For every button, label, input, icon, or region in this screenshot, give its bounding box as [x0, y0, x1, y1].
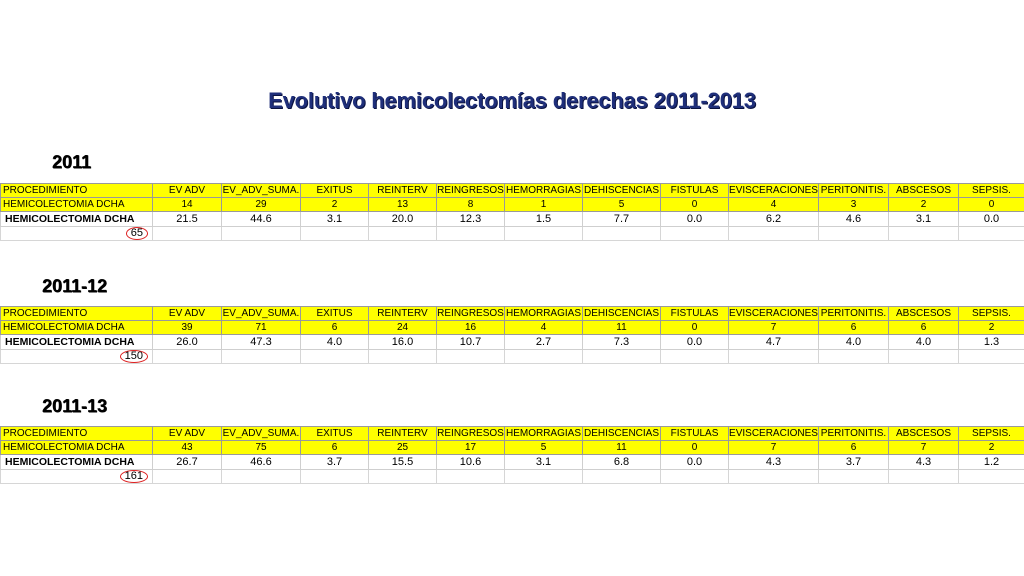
percent-row — [1, 212, 1024, 227]
header-row-cell: EV ADV — [153, 307, 222, 321]
count-row-cell: 3 — [819, 198, 889, 212]
percent-row-cell: 4.6 — [819, 212, 889, 227]
header-row-cell: EXITUS — [301, 427, 369, 441]
percent-row-cell: 44.6 — [222, 212, 301, 227]
count-row-cell: 16 — [437, 321, 505, 335]
empty-cell — [889, 470, 959, 484]
header-row — [1, 184, 1024, 198]
count-row-cell: 2 — [959, 441, 1024, 455]
percent-row-cell: 26.0 — [153, 335, 222, 350]
empty-cell — [222, 227, 301, 241]
empty-cell — [437, 350, 505, 364]
count-row-cell: 13 — [369, 198, 437, 212]
total-count-circled: 65 — [126, 227, 148, 240]
header-row-cell: REINGRESOS — [437, 308, 504, 319]
year-label-2011: 2011 — [52, 152, 92, 172]
count-row-cell: 0 — [661, 198, 729, 212]
empty-cell — [661, 470, 729, 484]
percent-row-cell: 1.2 — [959, 455, 1024, 470]
percent-row-cell: 6.8 — [583, 455, 661, 470]
header-row-cell: FISTULAS — [661, 427, 729, 441]
percent-row-cell: HEMICOLECTOMIA DCHA — [1, 335, 153, 350]
year-label-2011-13: 2011-13 — [42, 396, 108, 416]
count-row-cell: 11 — [583, 321, 661, 335]
header-row-cell: EVISCERACIONES — [729, 428, 818, 439]
header-row-cell: REINGRESOS — [437, 185, 504, 196]
total-cell — [1, 470, 153, 484]
empty-cell — [369, 350, 437, 364]
total-row — [1, 227, 1024, 241]
percent-row-cell: 6.2 — [729, 212, 819, 227]
empty-cell — [301, 227, 369, 241]
count-row-cell: 2 — [889, 198, 959, 212]
empty-cell — [583, 350, 661, 364]
header-row-cell: REINTERV — [369, 307, 437, 321]
year-label-2011-12: 2011-12 — [42, 276, 108, 296]
count-row-cell: 5 — [583, 198, 661, 212]
empty-cell — [505, 470, 583, 484]
total-cell — [1, 350, 153, 364]
empty-cell — [153, 350, 222, 364]
header-row-cell: EVISCERACIONES — [729, 185, 818, 196]
header-row-cell: PROCEDIMIENTO — [1, 184, 153, 198]
count-row-cell: 0 — [661, 321, 729, 335]
empty-cell — [583, 227, 661, 241]
count-row-cell: 43 — [153, 441, 222, 455]
empty-cell — [437, 227, 505, 241]
count-row-cell: 6 — [301, 321, 369, 335]
count-row-cell: 4 — [505, 321, 583, 335]
percent-row-cell: 3.7 — [301, 455, 369, 470]
header-row-cell: ABSCESOS — [889, 307, 959, 321]
empty-cell — [583, 470, 661, 484]
percent-row-cell: HEMICOLECTOMIA DCHA — [1, 455, 153, 470]
count-row-cell: 7 — [729, 321, 819, 335]
header-row-cell: HEMORRAGIAS — [505, 428, 581, 439]
empty-cell — [889, 350, 959, 364]
total-count-circled: 150 — [120, 350, 148, 363]
header-row-cell: EV_ADV_SUMA. — [222, 185, 300, 196]
header-row-cell: EV ADV — [153, 184, 222, 198]
percent-row-cell: 4.3 — [889, 455, 959, 470]
count-row-cell: 17 — [437, 441, 505, 455]
percent-row-cell: 16.0 — [369, 335, 437, 350]
percent-row-cell: HEMICOLECTOMIA DCHA — [1, 212, 153, 227]
header-row-cell: PERITONITIS. — [819, 307, 889, 321]
percent-row-cell: 0.0 — [959, 212, 1024, 227]
percent-row-cell: 3.1 — [505, 455, 583, 470]
header-row — [1, 427, 1024, 441]
empty-cell — [661, 350, 729, 364]
empty-cell — [819, 350, 889, 364]
empty-cell — [729, 227, 819, 241]
empty-cell — [729, 470, 819, 484]
percent-row-cell: 26.7 — [153, 455, 222, 470]
percent-row-cell: 21.5 — [153, 212, 222, 227]
count-row-cell: 8 — [437, 198, 505, 212]
percent-row-cell: 1.3 — [959, 335, 1024, 350]
percent-row-cell: 7.3 — [583, 335, 661, 350]
percent-row-cell: 0.0 — [661, 335, 729, 350]
count-row-cell: HEMICOLECTOMIA DCHA — [1, 198, 153, 212]
count-row-cell: 4 — [729, 198, 819, 212]
percent-row-cell: 12.3 — [437, 212, 505, 227]
empty-cell — [369, 470, 437, 484]
header-row-cell: DEHISCENCIAS — [583, 185, 659, 196]
percent-row-cell: 4.0 — [819, 335, 889, 350]
empty-cell — [959, 227, 1024, 241]
percent-row-cell: 7.7 — [583, 212, 661, 227]
empty-cell — [505, 350, 583, 364]
percent-row — [1, 335, 1024, 350]
count-row-cell: HEMICOLECTOMIA DCHA — [1, 441, 153, 455]
header-row-cell: EV_ADV_SUMA. — [222, 428, 300, 439]
empty-cell — [819, 227, 889, 241]
percent-row-cell: 3.7 — [819, 455, 889, 470]
empty-cell — [959, 350, 1024, 364]
percent-row-cell: 15.5 — [369, 455, 437, 470]
header-row-cell: EV ADV — [153, 427, 222, 441]
header-row-cell: FISTULAS — [661, 184, 729, 198]
count-row-cell: 6 — [819, 441, 889, 455]
percent-row-cell: 4.3 — [729, 455, 819, 470]
percent-row-cell: 3.1 — [889, 212, 959, 227]
count-row-cell: 0 — [959, 198, 1024, 212]
count-row — [1, 198, 1024, 212]
empty-cell — [505, 227, 583, 241]
percent-row-cell: 3.1 — [301, 212, 369, 227]
header-row-cell: PERITONITIS. — [819, 427, 889, 441]
empty-cell — [301, 470, 369, 484]
empty-cell — [729, 350, 819, 364]
empty-cell — [153, 470, 222, 484]
count-row-cell: 14 — [153, 198, 222, 212]
header-row-cell: DEHISCENCIAS — [583, 308, 659, 319]
header-row-cell: HEMORRAGIAS — [505, 185, 581, 196]
total-row — [1, 470, 1024, 484]
percent-row — [1, 455, 1024, 470]
count-row-cell: 2 — [301, 198, 369, 212]
empty-cell — [369, 227, 437, 241]
count-row — [1, 441, 1024, 455]
empty-cell — [959, 470, 1024, 484]
percent-row-cell: 0.0 — [661, 455, 729, 470]
percent-row-cell: 1.5 — [505, 212, 583, 227]
count-row-cell: 6 — [889, 321, 959, 335]
total-row — [1, 350, 1024, 364]
header-row-cell: PERITONITIS. — [819, 184, 889, 198]
count-row — [1, 321, 1024, 335]
empty-cell — [301, 350, 369, 364]
empty-cell — [153, 227, 222, 241]
empty-cell — [437, 470, 505, 484]
header-row-cell: ABSCESOS — [889, 184, 959, 198]
count-row-cell: 29 — [222, 198, 301, 212]
header-row-cell: EV_ADV_SUMA. — [222, 308, 300, 319]
table-2011 — [0, 183, 1024, 241]
header-row-cell: FISTULAS — [661, 307, 729, 321]
header-row-cell: REINTERV — [369, 427, 437, 441]
count-row-cell: 11 — [583, 441, 661, 455]
count-row-cell: 7 — [729, 441, 819, 455]
header-row — [1, 307, 1024, 321]
header-row-cell: HEMORRAGIAS — [505, 308, 581, 319]
header-row-cell: PROCEDIMIENTO — [1, 307, 153, 321]
header-row-cell: DEHISCENCIAS — [583, 428, 659, 439]
header-row-cell: SEPSIS. — [959, 307, 1024, 321]
count-row-cell: 7 — [889, 441, 959, 455]
page-title: Evolutivo hemicolectomías derechas 2011-2013 — [268, 88, 756, 113]
table-2011-12 — [0, 306, 1024, 364]
header-row-cell: REINGRESOS — [437, 428, 504, 439]
count-row-cell: 71 — [222, 321, 301, 335]
empty-cell — [661, 227, 729, 241]
empty-cell — [819, 470, 889, 484]
header-row-cell: EVISCERACIONES — [729, 308, 818, 319]
percent-row-cell: 4.0 — [301, 335, 369, 350]
percent-row-cell: 4.0 — [889, 335, 959, 350]
count-row-cell: 24 — [369, 321, 437, 335]
percent-row-cell: 4.7 — [729, 335, 819, 350]
total-cell — [1, 227, 153, 241]
percent-row-cell: 10.7 — [437, 335, 505, 350]
percent-row-cell: 46.6 — [222, 455, 301, 470]
count-row-cell: 25 — [369, 441, 437, 455]
header-row-cell: PROCEDIMIENTO — [1, 427, 153, 441]
percent-row-cell: 2.7 — [505, 335, 583, 350]
count-row-cell: 5 — [505, 441, 583, 455]
header-row-cell: REINTERV — [369, 184, 437, 198]
table-2011-13 — [0, 426, 1024, 484]
count-row-cell: HEMICOLECTOMIA DCHA — [1, 321, 153, 335]
header-row-cell: SEPSIS. — [959, 427, 1024, 441]
count-row-cell: 6 — [301, 441, 369, 455]
empty-cell — [222, 350, 301, 364]
header-row-cell: EXITUS — [301, 307, 369, 321]
header-row-cell: EXITUS — [301, 184, 369, 198]
count-row-cell: 1 — [505, 198, 583, 212]
percent-row-cell: 47.3 — [222, 335, 301, 350]
empty-cell — [222, 470, 301, 484]
percent-row-cell: 0.0 — [661, 212, 729, 227]
count-row-cell: 39 — [153, 321, 222, 335]
count-row-cell: 6 — [819, 321, 889, 335]
header-row-cell: ABSCESOS — [889, 427, 959, 441]
count-row-cell: 2 — [959, 321, 1024, 335]
header-row-cell: SEPSIS. — [959, 184, 1024, 198]
count-row-cell: 75 — [222, 441, 301, 455]
percent-row-cell: 10.6 — [437, 455, 505, 470]
empty-cell — [889, 227, 959, 241]
percent-row-cell: 20.0 — [369, 212, 437, 227]
total-count-circled: 161 — [120, 470, 148, 483]
count-row-cell: 0 — [661, 441, 729, 455]
